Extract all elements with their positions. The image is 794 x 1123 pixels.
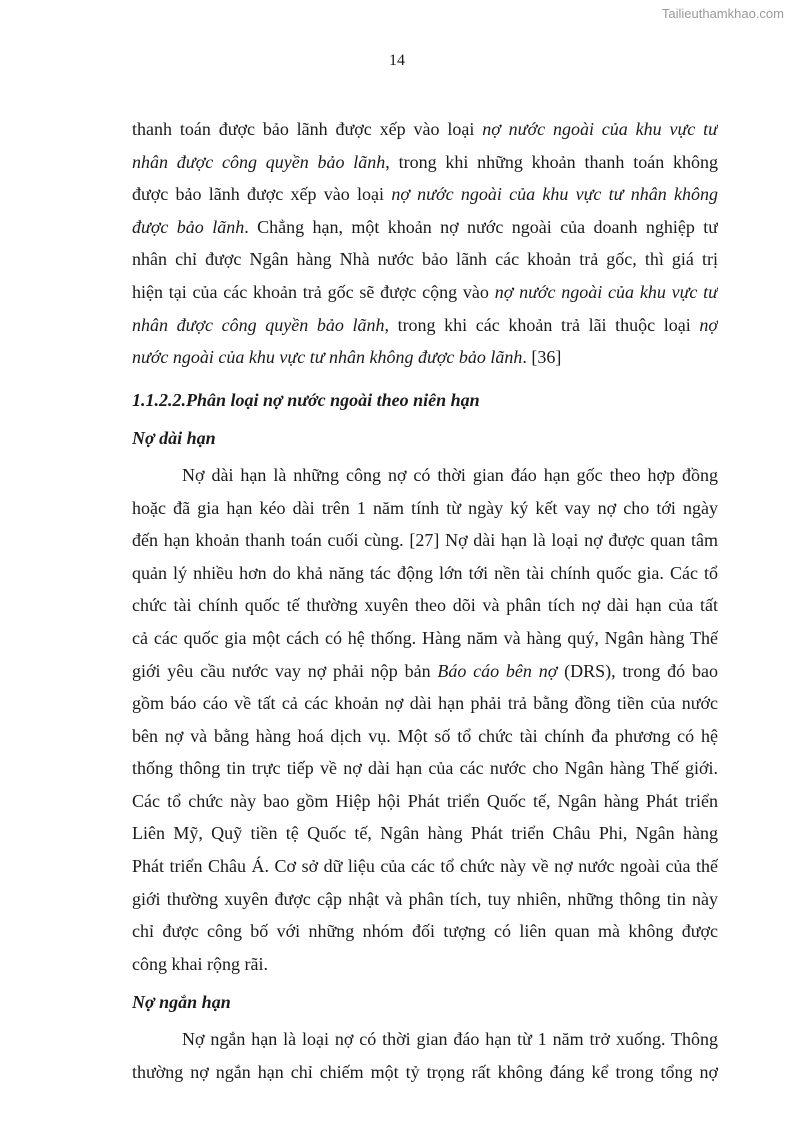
text-line: được bảo lãnh. Chẳng hạn, một khoản nợ nước ngoài của doanh nghiệp tư — [132, 216, 718, 237]
text-line: quản lý nhiều hơn do khả năng tác động lớn tới nền tài chính quốc gia. Các tổ — [132, 562, 718, 583]
text-line: nhân được công quyền bảo lãnh, trong khi các khoản trả lãi thuộc loại nợ — [132, 314, 718, 335]
text-line: gồm báo cáo về tất cả các khoản nợ dài hạn phải trả bằng đồng tiền của nước — [132, 693, 718, 714]
text-line: Nợ ngắn hạn là loại nợ có thời gian đáo hạn từ 1 năm trở xuống. Thông — [182, 1029, 718, 1050]
paragraph-long-term-debt — [132, 459, 718, 981]
document-body — [132, 113, 718, 1088]
subheading-long-term: Nợ dài hạn — [132, 428, 216, 449]
text-line: Các tổ chức này bao gồm Hiệp hội Phát triển Quốc tế, Ngân hàng Phát triển — [132, 790, 718, 811]
text-line: chỉ được công bố với những nhóm đối tượng có liên quan mà không được — [132, 921, 718, 942]
paragraph-debt-guarantee — [132, 113, 718, 374]
text-line: hiện tại của các khoản trả gốc sẽ được cộng vào nợ nước ngoài của khu vực tư — [132, 281, 718, 302]
text-line: nước ngoài của khu vực tư nhân không được bảo lãnh. [36] — [132, 347, 562, 368]
text-line: Phát triển Châu Á. Cơ sở dữ liệu của các tổ chức này về nợ nước ngoài của thế — [132, 856, 718, 877]
text-line: được bảo lãnh được xếp vào loại nợ nước ngoài của khu vực tư nhân không — [132, 184, 718, 205]
text-line: nhân chỉ được Ngân hàng Nhà nước bảo lãnh các khoản trả gốc, thì giá trị — [132, 249, 718, 270]
text-line: Nợ dài hạn là những công nợ có thời gian đáo hạn gốc theo hợp đồng — [182, 464, 718, 485]
text-line: thường nợ ngắn hạn chỉ chiếm một tỷ trọng rất không đáng kể trong tổng nợ — [132, 1061, 718, 1082]
text-line: công khai rộng rãi. — [132, 953, 268, 974]
text-line: giới yêu cầu nước vay nợ phải nộp bản Báo cáo bên nợ (DRS), trong đó bao — [132, 660, 718, 681]
paragraph-short-term-debt — [132, 1023, 718, 1088]
text-line: hoặc đã gia hạn kéo dài trên 1 năm tính từ ngày ký kết vay nợ cho tới ngày — [132, 497, 718, 518]
text-line: thanh toán được bảo lãnh được xếp vào loại nợ nước ngoài của khu vực tư — [132, 119, 718, 139]
page-number: 14 — [389, 52, 405, 69]
section-heading: 1.1.2.2.Phân loại nợ nước ngoài theo niên hạn — [132, 389, 480, 410]
text-line: chức tài chính quốc tế thường xuyên theo dõi và phân tích nợ dài hạn của tất — [132, 595, 718, 616]
text-line: thống thông tin trực tiếp về nợ dài hạn của các nước cho Ngân hàng Thế giới. — [132, 758, 718, 779]
text-line: Liên Mỹ, Quỹ tiền tệ Quốc tế, Ngân hàng Phát triển Châu Phi, Ngân hàng — [132, 823, 718, 844]
text-line: đến hạn khoản thanh toán cuối cùng. [27] Nợ dài hạn là loại nợ được quan tâm — [132, 530, 718, 551]
text-line: cả các quốc gia một cách có hệ thống. Hàng năm và hàng quý, Ngân hàng Thế — [132, 627, 718, 648]
watermark: Tailieuthamkhao.com — [661, 6, 784, 21]
subheading-short-term: Nợ ngắn hạn — [132, 992, 231, 1013]
text-line: giới thường xuyên được cập nhật và phân tích, tuy nhiên, những thông tin này — [132, 888, 718, 909]
text-line: nhân được công quyền bảo lãnh, trong khi những khoản thanh toán không — [132, 151, 718, 172]
text-line: bên nợ và bằng hàng hoá dịch vụ. Một số tổ chức tài chính đa phương có hệ — [132, 725, 718, 746]
